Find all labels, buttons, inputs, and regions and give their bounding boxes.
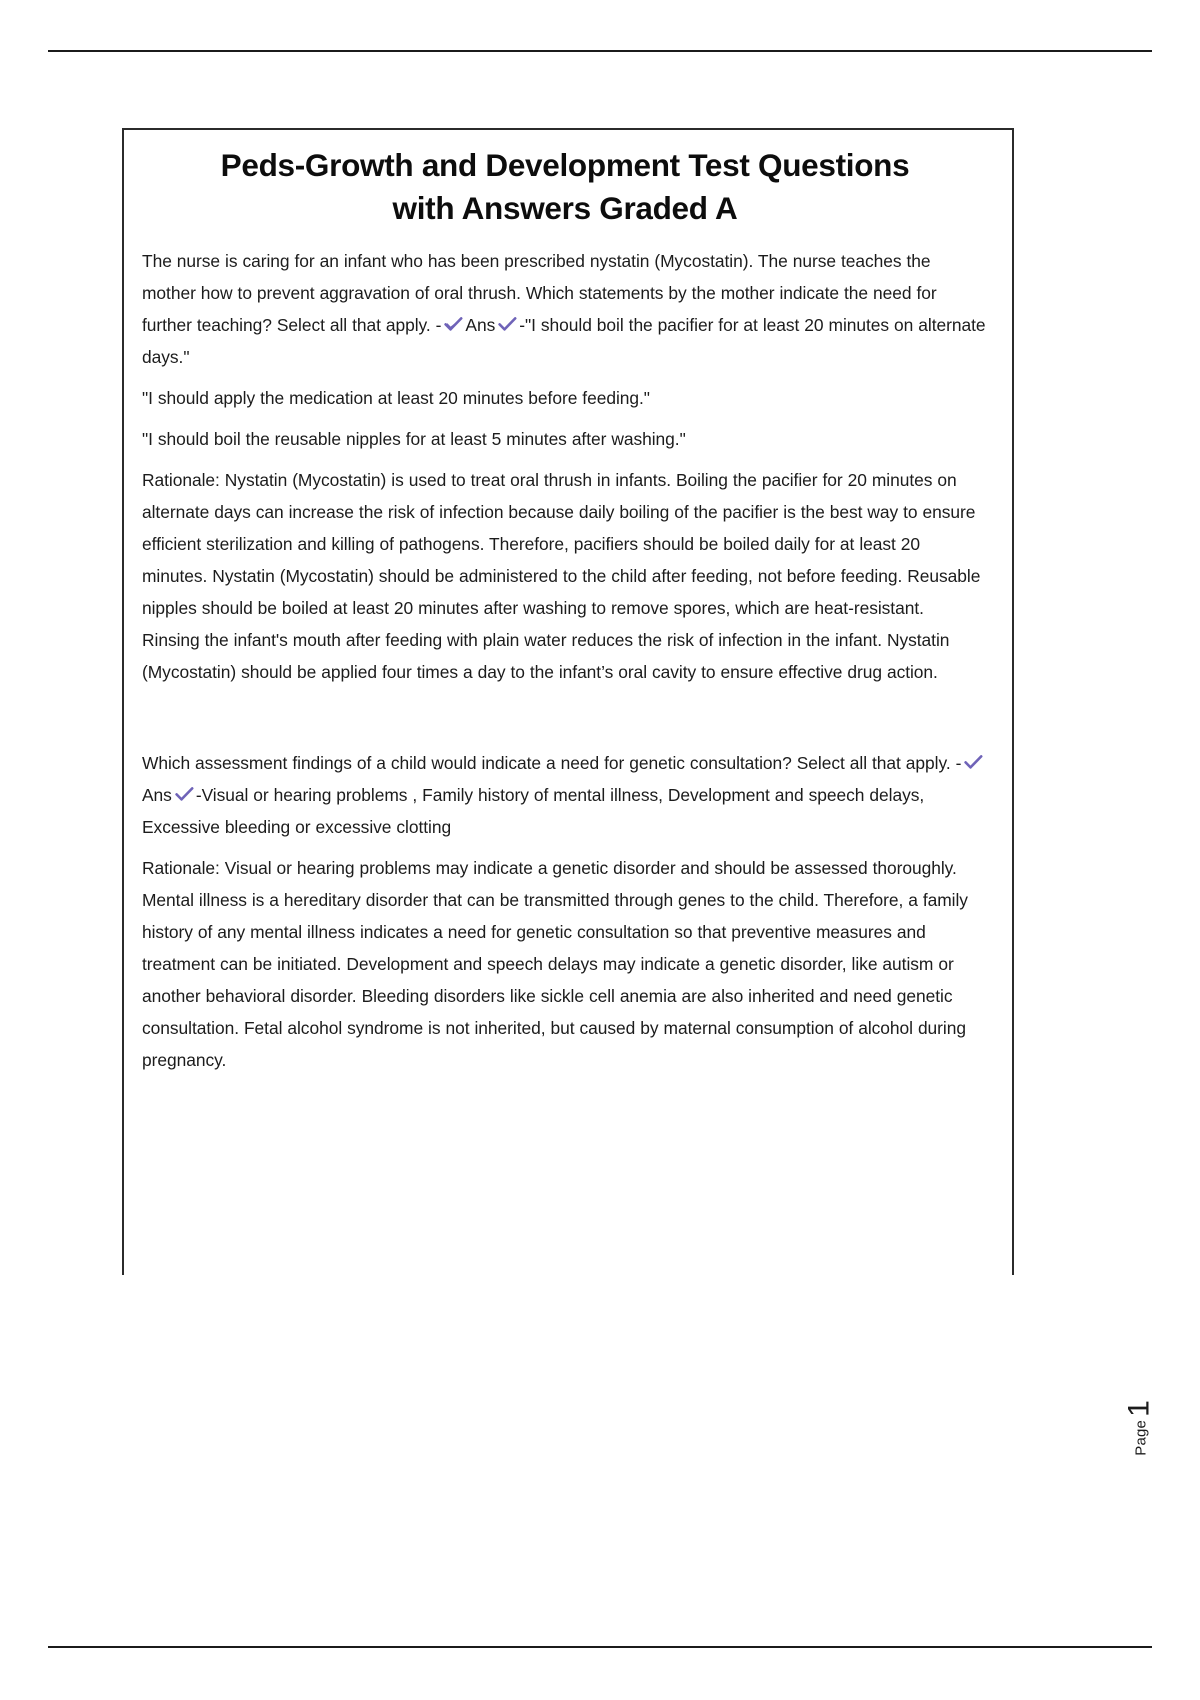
question-1-answer-3: "I should boil the reusable nipples for at least 5 minutes after washing." — [142, 429, 686, 450]
page-bottom-rule — [48, 1646, 1152, 1648]
check-icon — [498, 317, 517, 332]
question-1-stem-text: The nurse is caring for an infant who has been prescribed nystatin (Mycostatin). The nurse teaches the mother how to prevent aggravation of oral thrush. Which statements by the mother indicate the need for further teaching? Select all that apply. - — [142, 251, 937, 336]
content-inner — [124, 130, 1012, 1076]
question-2-stem-text: Which assessment findings of a child would indicate a need for genetic consultation? Select all that apply. - — [142, 753, 962, 774]
question-2-rationale: Rationale: Visual or hearing problems may indicate a genetic disorder and should be assessed thoroughly. Mental illness is a hereditary disorder that can be transmitted through genes to the child. Therefore, a family history of any mental illness indicates a need for genetic consultation so that preventive measures and treatment can be initiated. Development and speech delays may indicate a genetic disorder, like autism or another behavioral disorder. Bleeding disorders like sickle cell anemia are also inherited and need genetic consultation. Fetal alcohol syndrome is not inherited, but caused by maternal consumption of alcohol during pregnancy. — [142, 858, 968, 1071]
page-marker-label: Page — [1133, 1419, 1150, 1456]
page-marker-number: 1 — [1123, 1400, 1156, 1417]
question-1-rationale: Rationale: Nystatin (Mycostatin) is used to treat oral thrush in infants. Boiling the pacifier for 20 minutes on alternate days can increase the risk of infection because daily boiling of the pacifier is the best way to ensure efficient sterilization and killing of pathogens. Therefore, pacifiers should be boiled daily for at least 20 minutes. Nystatin (Mycostatin) should be administered to the child after feeding, not before feeding. Reusable nipples should be boiled at least 20 minutes after washing to remove spores, which are heat-resistant. Rinsing the infant's mouth after feeding with plain water reduces the risk of infection in the infant. Nystatin (Mycostatin) should be applied four times a day to the infant’s oral cavity to ensure effective drug action. — [142, 470, 981, 683]
question-2-answer-lead: -Visual or hearing problems , Family history of mental illness, Development and speech delays, Excessive bleeding or excessive clotting — [142, 785, 925, 838]
check-icon — [964, 755, 983, 770]
question-1-stem — [142, 245, 986, 373]
section-spacer — [142, 697, 986, 747]
page-top-rule — [48, 50, 1152, 52]
question-1-answer-lead: -"I should boil the pacifier for at least 20 minutes on alternate days." — [142, 315, 986, 368]
content-frame — [122, 128, 1014, 1275]
question-1-ans-label: Ans — [465, 315, 496, 336]
question-2-ans-label: Ans — [142, 785, 172, 806]
title-line-2: with Answers Graded A — [392, 189, 738, 226]
question-1-answer-2: "I should apply the medication at least 20 minutes before feeding." — [142, 388, 650, 409]
question-2-stem — [142, 747, 986, 843]
check-icon — [444, 317, 463, 332]
page-title — [140, 144, 990, 229]
document-body — [140, 245, 990, 1076]
check-icon — [175, 787, 194, 802]
title-line-1: Peds-Growth and Development Test Questions — [220, 147, 910, 183]
page-number-marker — [1120, 1400, 1154, 1456]
